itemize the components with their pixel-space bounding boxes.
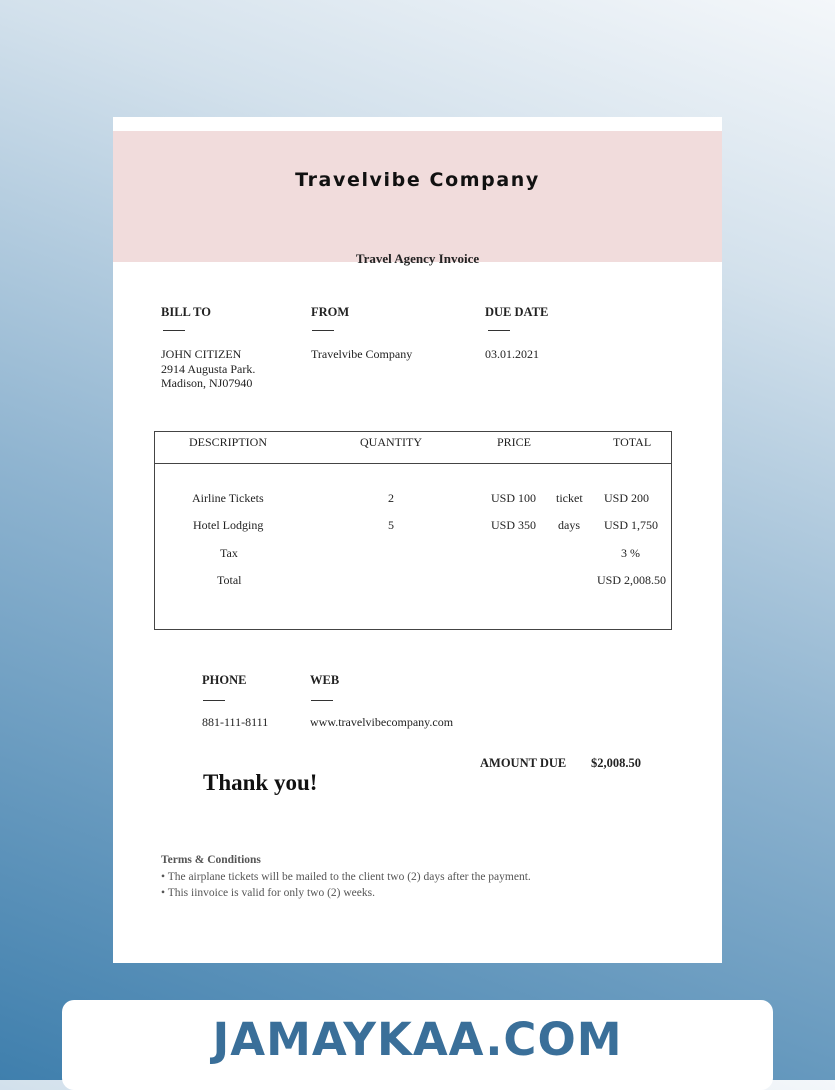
web-label: WEB <box>310 673 340 687</box>
bill-to-name: JOHN CITIZEN <box>161 347 242 361</box>
item-description: Airline Tickets <box>192 491 264 505</box>
item-description: Total <box>217 573 242 587</box>
items-table <box>154 431 672 630</box>
column-header-quantity: QUANTITY <box>360 435 422 449</box>
bill-to-rule <box>163 330 185 331</box>
terms-title: Terms & Conditions <box>161 854 261 866</box>
from-value: Travelvibe Company <box>311 347 413 361</box>
item-quantity: 2 <box>388 491 394 505</box>
bill-to-address-line2: Madison, NJ07940 <box>161 376 253 390</box>
due-date-rule <box>488 330 510 331</box>
invoice-header <box>113 131 722 266</box>
item-description: Hotel Lodging <box>193 518 264 532</box>
item-price: USD 350 <box>491 518 537 532</box>
company-name: Travelvibe Company <box>295 169 540 191</box>
from-rule <box>312 330 334 331</box>
header-divider <box>155 463 671 464</box>
invoice-document <box>113 117 722 963</box>
phone-value: 881-111-8111 <box>202 715 269 729</box>
web-value: www.travelvibecompany.com <box>310 715 454 729</box>
terms-line: • The airplane tickets will be mailed to the client two (2) days after the payment. <box>161 871 531 883</box>
watermark-text: JAMAYKAA.COM <box>212 1013 623 1066</box>
column-header-description: DESCRIPTION <box>189 435 268 449</box>
amount-due-value: $2,008.50 <box>591 756 641 770</box>
amount-due-label: AMOUNT DUE <box>480 756 567 770</box>
phone-label: PHONE <box>202 673 247 687</box>
watermark-banner <box>62 1000 773 1090</box>
item-unit: days <box>558 518 580 532</box>
item-price: USD 100 <box>491 491 537 505</box>
phone-rule <box>203 700 225 701</box>
bill-to-label: BILL TO <box>161 305 211 319</box>
due-date-value: 03.01.2021 <box>485 347 539 361</box>
web-rule <box>311 700 333 701</box>
item-total: USD 1,750 <box>604 518 659 532</box>
from-label: FROM <box>311 305 350 319</box>
item-description: Tax <box>220 546 238 560</box>
invoice-title: Travel Agency Invoice <box>355 251 480 266</box>
item-unit: ticket <box>556 491 583 505</box>
bill-to-address-line1: 2914 Augusta Park. <box>161 361 256 376</box>
terms-line: • This iinvoice is valid for only two (2) weeks. <box>161 887 375 899</box>
due-date-label: DUE DATE <box>485 305 549 319</box>
item-quantity: 5 <box>388 518 394 532</box>
item-total: USD 200 <box>604 491 650 505</box>
column-header-price: PRICE <box>497 435 532 449</box>
item-total: USD 2,008.50 <box>597 573 667 587</box>
column-header-total: TOTAL <box>613 435 652 449</box>
item-total: 3 % <box>621 546 640 560</box>
thank-you-text: Thank you! <box>203 770 318 795</box>
bill-to-block <box>161 347 255 391</box>
